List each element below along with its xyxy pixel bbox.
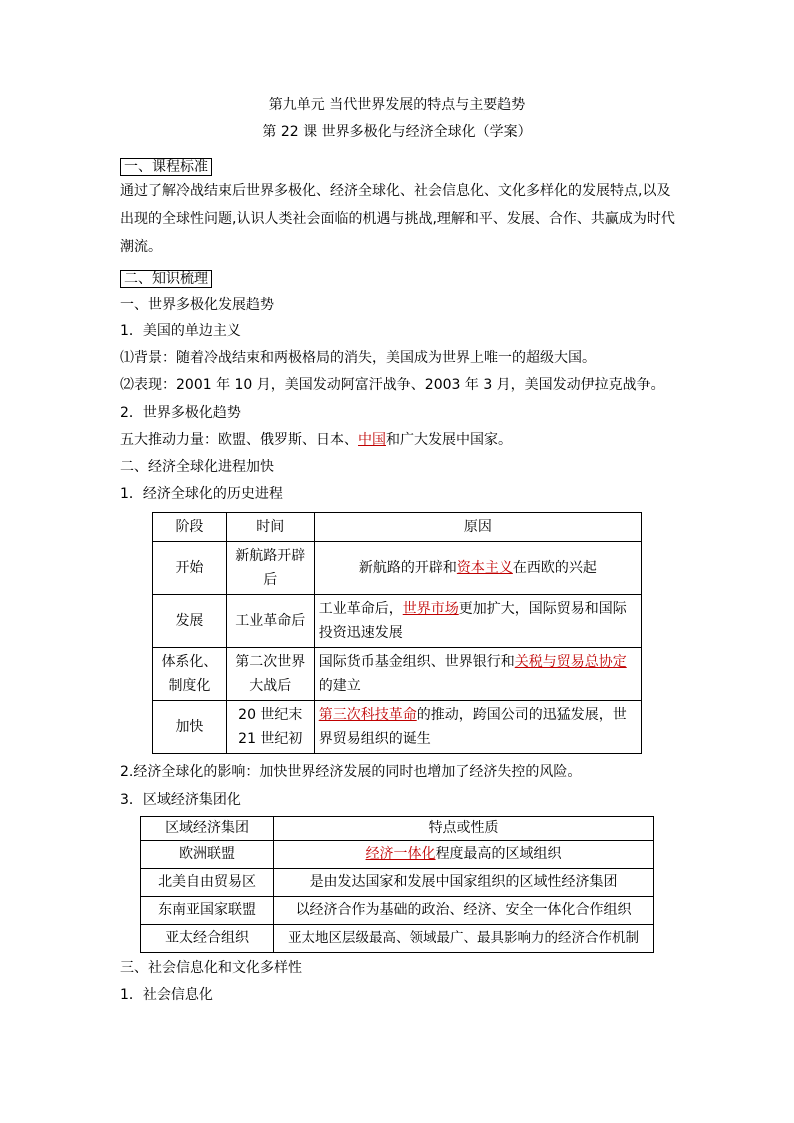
table-row	[153, 648, 642, 701]
reason-cell	[314, 595, 641, 648]
table-row	[153, 701, 642, 754]
reason-text-a: 国际货币基金组织、世界银行和	[318, 654, 515, 670]
table-header-row	[153, 513, 642, 542]
reason-highlight: 第三次科技革命	[318, 707, 417, 723]
time-line-1: 20 世纪末	[238, 707, 303, 723]
group-name-cell: 东南亚国家联盟	[141, 897, 274, 925]
reason-text-b: 在西欧的兴起	[512, 560, 597, 576]
reason-cell	[314, 701, 641, 754]
header-reason: 原因	[314, 513, 641, 542]
group-name-cell: 北美自由贸易区	[141, 869, 274, 897]
section-heading-curriculum	[120, 157, 212, 177]
time-cell	[226, 701, 314, 754]
reason-text-b: 更加扩大，国际贸易和国际投资迅速发展	[318, 601, 627, 641]
group-feature-cell	[274, 841, 654, 869]
unit-title: 第九单元 当代世界发展的特点与主要趋势	[268, 97, 526, 113]
part-heading-globalization: 二、经济全球化进程加快	[120, 459, 274, 475]
part-heading-information: 三、社会信息化和文化多样性	[120, 960, 302, 976]
group-name-cell: 欧洲联盟	[141, 841, 274, 869]
item-background: ⑴背景：随着冷战结束和两极格局的消失，美国成为世界上唯一的超级大国。	[120, 350, 596, 366]
header-stage: 阶段	[153, 513, 227, 542]
item-social-information: 1．社会信息化	[120, 987, 213, 1003]
group-feature-cell: 是由发达国家和发展中国家组织的区域性经济集团	[274, 869, 654, 897]
table-row	[141, 841, 654, 869]
header-time: 时间	[226, 513, 314, 542]
knowledge-heading-box: 二、知识梳理	[120, 270, 212, 288]
curriculum-heading-box: 一、课程标准	[120, 158, 212, 176]
reason-text-a: 工业革命后，	[318, 601, 403, 617]
table-row	[141, 925, 654, 953]
header-feature: 特点或性质	[274, 817, 654, 841]
reason-highlight: 关税与贸易总协定	[514, 654, 627, 670]
time-cell: 工业革命后	[226, 595, 314, 648]
item-multipolar-trend: 2．世界多极化趋势	[120, 405, 241, 421]
stage-cell: 加快	[153, 701, 227, 754]
regional-groups-table	[140, 816, 654, 953]
stage-cell: 开始	[153, 542, 227, 595]
group-name-cell: 亚太经合组织	[141, 925, 274, 953]
group-feature-cell: 以经济合作为基础的政治、经济、安全一体化合作组织	[274, 897, 654, 925]
group-feature-cell: 亚太地区层级最高、领域最广、最具影响力的经济合作机制	[274, 925, 654, 953]
item-unilateralism: 1．美国的单边主义	[120, 323, 241, 339]
section-heading-knowledge	[120, 269, 212, 289]
stage-cell: 发展	[153, 595, 227, 648]
item-globalization-history: 1．经济全球化的历史进程	[120, 486, 283, 502]
feature-highlight: 经济一体化	[365, 846, 436, 862]
table-row	[141, 869, 654, 897]
reason-text-a: 新航路的开辟和	[358, 560, 457, 576]
lesson-title: 第 22 课 世界多极化与经济全球化（学案）	[262, 124, 532, 140]
item-regional-groups: 3．区域经济集团化	[120, 792, 241, 808]
time-line-2: 21 世纪初	[238, 731, 303, 747]
reason-text-b: 的推动，跨国公司的迅猛发展，世界贸易组织的诞生	[318, 707, 627, 747]
time-cell: 新航路开辟后	[226, 542, 314, 595]
stage-cell: 体系化、制度化	[153, 648, 227, 701]
item-five-forces	[120, 430, 512, 450]
table-header-row	[141, 817, 654, 841]
item-globalization-impact: 2.经济全球化的影响：加快世界经济发展的同时也增加了经济失控的风险。	[120, 764, 582, 780]
part-heading-multipolar: 一、世界多极化发展趋势	[120, 297, 274, 313]
feature-text: 程度最高的区域组织	[435, 846, 562, 862]
forces-text-a: 五大推动力量：欧盟、俄罗斯、日本、	[120, 432, 358, 448]
reason-cell	[314, 542, 641, 595]
reason-cell	[314, 648, 641, 701]
reason-highlight: 世界市场	[402, 601, 459, 617]
table-row	[153, 595, 642, 648]
time-cell: 第二次世界大战后	[226, 648, 314, 701]
globalization-history-table	[152, 512, 642, 754]
item-performance: ⑵表现：2001 年 10 月，美国发动阿富汗战争、2003 年 3 月，美国发动伊拉克战争。	[120, 377, 665, 393]
reason-text-b: 的建立	[318, 678, 361, 694]
table-row	[153, 542, 642, 595]
reason-highlight: 资本主义	[456, 560, 513, 576]
forces-text-highlight: 中国	[358, 432, 386, 448]
header-group: 区域经济集团	[141, 817, 274, 841]
curriculum-text: 通过了解冷战结束后世界多极化、经济全球化、社会信息化、文化多样化的发展特点,以及出现的全球性问题,认识人类社会面临的机遇与挑战,理解和平、发展、合作、共赢成为时代潮流。	[120, 183, 675, 255]
forces-text-b: 和广大发展中国家。	[386, 432, 512, 448]
table-row	[141, 897, 654, 925]
